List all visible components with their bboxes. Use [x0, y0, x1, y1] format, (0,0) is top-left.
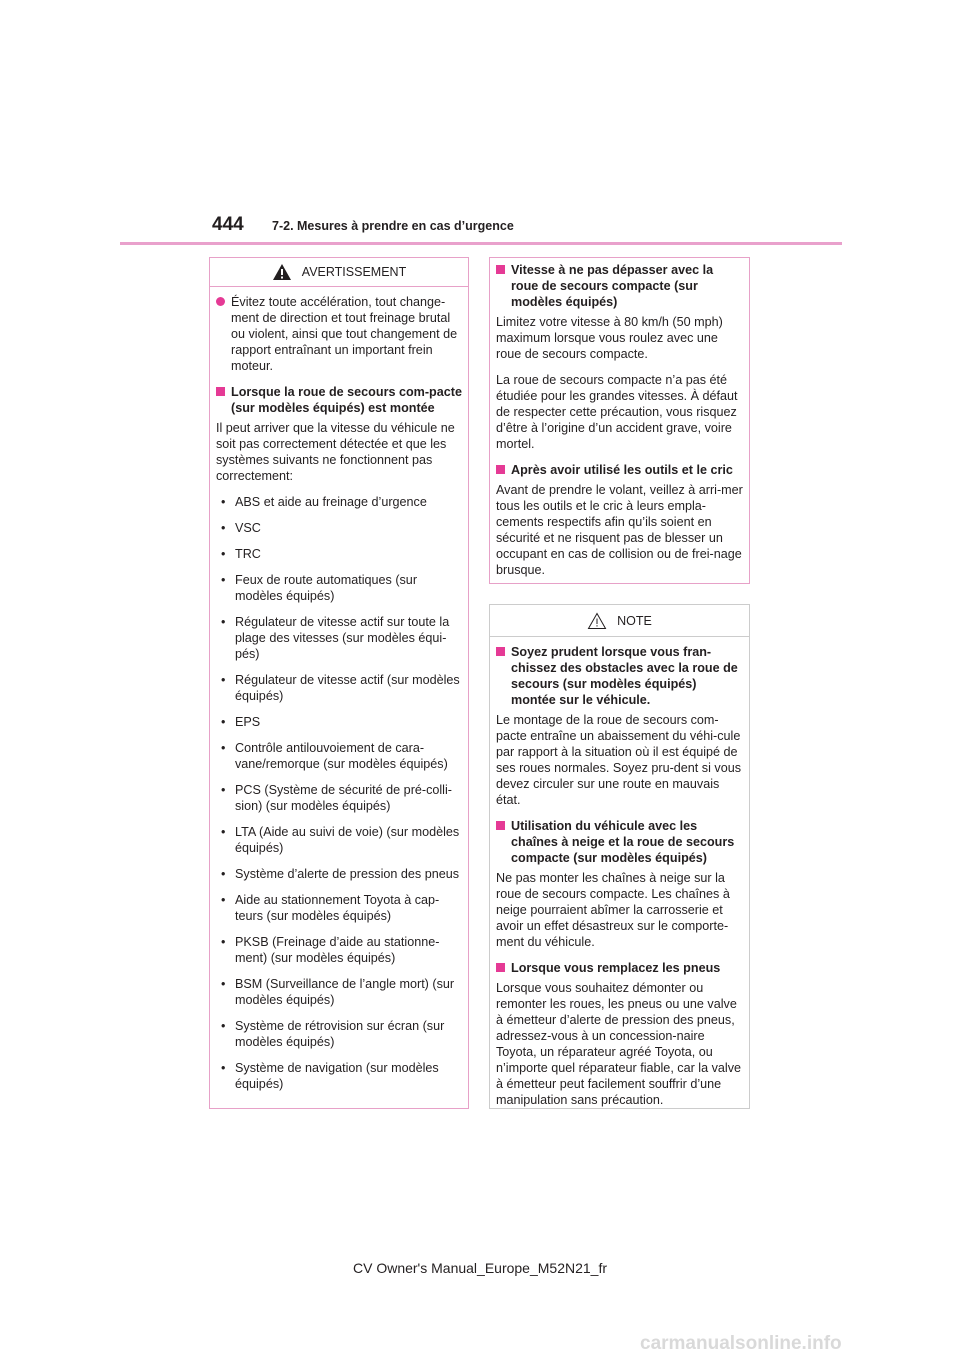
list-item	[216, 976, 462, 1008]
paragraph: Limitez votre vitesse à 80 km/h (50 mph) maximum lorsque vous roulez avec une roue de secours compacte.	[496, 315, 723, 361]
bullet-dot-icon: •	[221, 521, 226, 535]
manual-name: CV Owner's Manual_Europe_M52N21_fr	[352, 1260, 608, 1276]
bullet-dot-icon: •	[221, 495, 226, 509]
square-bullet-icon	[496, 963, 505, 972]
header-rule	[120, 242, 842, 245]
bullet-dot-icon: •	[221, 783, 226, 797]
circle-bullet-icon	[216, 297, 225, 306]
list-item-text: Feux de route automatiques (sur modèles équipés)	[235, 573, 418, 603]
bullet-dot-icon: •	[221, 673, 226, 687]
note-box	[489, 604, 750, 1109]
square-bullet-icon	[496, 821, 505, 830]
bullet-dot-icon: •	[221, 977, 226, 991]
bullet-dot-icon: •	[221, 741, 226, 755]
paragraph: Lorsque vous souhaitez démonter ou remonter les roues, les pneus ou une valve à émetteur d’alerte de pression des pneus, adressez-vous à un concession-naire Toyota, un réparateur agréé Toyota, ou n’importe quel réparateur fiable, car la valve à émetteur peut facilement souffrir d’une manipulation sans précaution.	[496, 981, 742, 1107]
warning-intro: Il peut arriver que la vitesse du véhicule ne soit pas correctement détectée et que les systèmes suivants ne fonctionnent pas correctement:	[216, 421, 455, 483]
paragraph: Le montage de la roue de secours com-pacte entraîne un abaissement du véhi-cule par rapport à la situation où il est équipé de ses roues normales. Soyez pru-dent si vous devez circuler sur une route en mauvais état.	[496, 713, 741, 807]
warning-item-2	[216, 384, 462, 416]
watermark: carmanualsonline.info	[640, 1333, 842, 1354]
list-item	[216, 824, 462, 856]
list-item	[216, 546, 462, 562]
list-item	[216, 740, 462, 772]
warning-right-heading-1	[496, 262, 743, 310]
page-number: 444	[212, 214, 244, 235]
list-item-text: BSM (Surveillance de l’angle mort) (sur modèles équipés)	[235, 977, 455, 1007]
list-item-text: Contrôle antilouvoiement de cara-vane/remorque (sur modèles équipés)	[235, 741, 448, 771]
list-item	[216, 1018, 462, 1050]
list-item-text: Système d’alerte de pression des pneus	[235, 867, 460, 881]
note-heading-1	[496, 644, 743, 708]
section-heading: Vitesse à ne pas dépasser avec la roue de secours compacte (sur modèles équipés)	[511, 263, 714, 309]
bullet-dot-icon: •	[221, 825, 226, 839]
list-item-text: LTA (Aide au suivi de voie) (sur modèles équipés)	[235, 825, 460, 855]
warning-item-text: Évitez toute accélération, tout change-ment de direction et tout freinage brutal ou violent, ainsi que tout changement de rapport entraînant un important frein moteur.	[231, 295, 458, 373]
warning-header	[210, 258, 468, 287]
list-item-text: PCS (Système de sécurité de pré-colli-sion) (sur modèles équipés)	[235, 783, 452, 813]
square-bullet-icon	[496, 647, 505, 656]
list-item-text: Régulateur de vitesse actif sur toute la plage des vitesses (sur modèles équi-pés)	[235, 615, 450, 661]
list-item	[216, 714, 462, 730]
note-title: NOTE	[617, 613, 652, 628]
square-bullet-icon	[496, 465, 505, 474]
section-heading: Soyez prudent lorsque vous fran-chissez des obstacles avec la roue de secours (sur modèles équipés) montée sur le véhicule.	[511, 645, 738, 707]
square-bullet-icon	[496, 265, 505, 274]
bullet-dot-icon: •	[221, 615, 226, 629]
list-item	[216, 572, 462, 604]
list-item	[216, 520, 462, 536]
caution-outline-icon	[587, 612, 607, 630]
bullet-dot-icon: •	[221, 893, 226, 907]
list-item	[216, 1060, 462, 1092]
list-item	[216, 934, 462, 966]
list-item-text: Aide au stationnement Toyota à cap-teurs (sur modèles équipés)	[235, 893, 440, 923]
warning-right-heading-2	[496, 462, 743, 478]
square-bullet-icon	[216, 387, 225, 396]
note-heading-2	[496, 818, 743, 866]
list-item-text: TRC	[235, 547, 261, 561]
list-item	[216, 782, 462, 814]
list-item	[216, 494, 462, 510]
bullet-dot-icon: •	[221, 1061, 226, 1075]
note-header	[490, 605, 749, 637]
list-item-text: Système de navigation (sur modèles équipés)	[235, 1061, 439, 1091]
list-item-text: ABS et aide au freinage d’urgence	[235, 495, 427, 509]
bullet-dot-icon: •	[221, 867, 226, 881]
paragraph: Avant de prendre le volant, veillez à arri-mer tous les outils et le cric à leurs empla-cements respectifs afin qu’ils soient en sécurité et ne risquent pas de blesser un occupant en cas de collision ou de frei-nage brusque.	[496, 483, 743, 577]
list-item-text: Système de rétrovision sur écran (sur modèles équipés)	[235, 1019, 445, 1049]
paragraph: La roue de secours compacte n’a pas été étudiée pour les grandes vitesses. À défaut de respecter cette précaution, vous risquez d’être à l’origine d’un accident grave, voire mortel.	[496, 373, 738, 451]
list-item	[216, 614, 462, 662]
list-item-text: PKSB (Freinage d’aide au stationne-ment) (sur modèles équipés)	[235, 935, 440, 965]
system-list	[216, 494, 462, 1092]
list-item-text: VSC	[235, 521, 261, 535]
warning-box-left	[209, 257, 469, 1109]
section-heading: Utilisation du véhicule avec les chaînes à neige et la roue de secours compacte (sur modèles équipés)	[511, 819, 735, 865]
bullet-dot-icon: •	[221, 715, 226, 729]
warning-item-heading: Lorsque la roue de secours com-pacte (sur modèles équipés) est montée	[231, 385, 462, 415]
paragraph: Ne pas monter les chaînes à neige sur la roue de secours compacte. Les chaînes à neige pourraient abîmer la carrosserie et avoir un effet désastreux sur le comporte-ment du véhicule.	[496, 871, 730, 949]
list-item	[216, 672, 462, 704]
bullet-dot-icon: •	[221, 1019, 226, 1033]
warning-item-1	[216, 294, 462, 374]
section-heading: Lorsque vous remplacez les pneus	[511, 961, 721, 975]
bullet-dot-icon: •	[221, 547, 226, 561]
section-title: 7-2. Mesures à prendre en cas d’urgence	[272, 219, 514, 233]
list-item	[216, 892, 462, 924]
note-heading-3	[496, 960, 743, 976]
warning-title: AVERTISSEMENT	[301, 265, 407, 279]
bullet-dot-icon: •	[221, 935, 226, 949]
list-item-text: EPS	[235, 715, 261, 729]
list-item-text: Régulateur de vitesse actif (sur modèles équipés)	[235, 673, 460, 703]
list-item	[216, 866, 462, 882]
warning-triangle-icon	[272, 263, 292, 281]
warning-box-right	[489, 257, 750, 584]
section-heading: Après avoir utilisé les outils et le cric	[511, 463, 733, 477]
bullet-dot-icon: •	[221, 573, 226, 587]
